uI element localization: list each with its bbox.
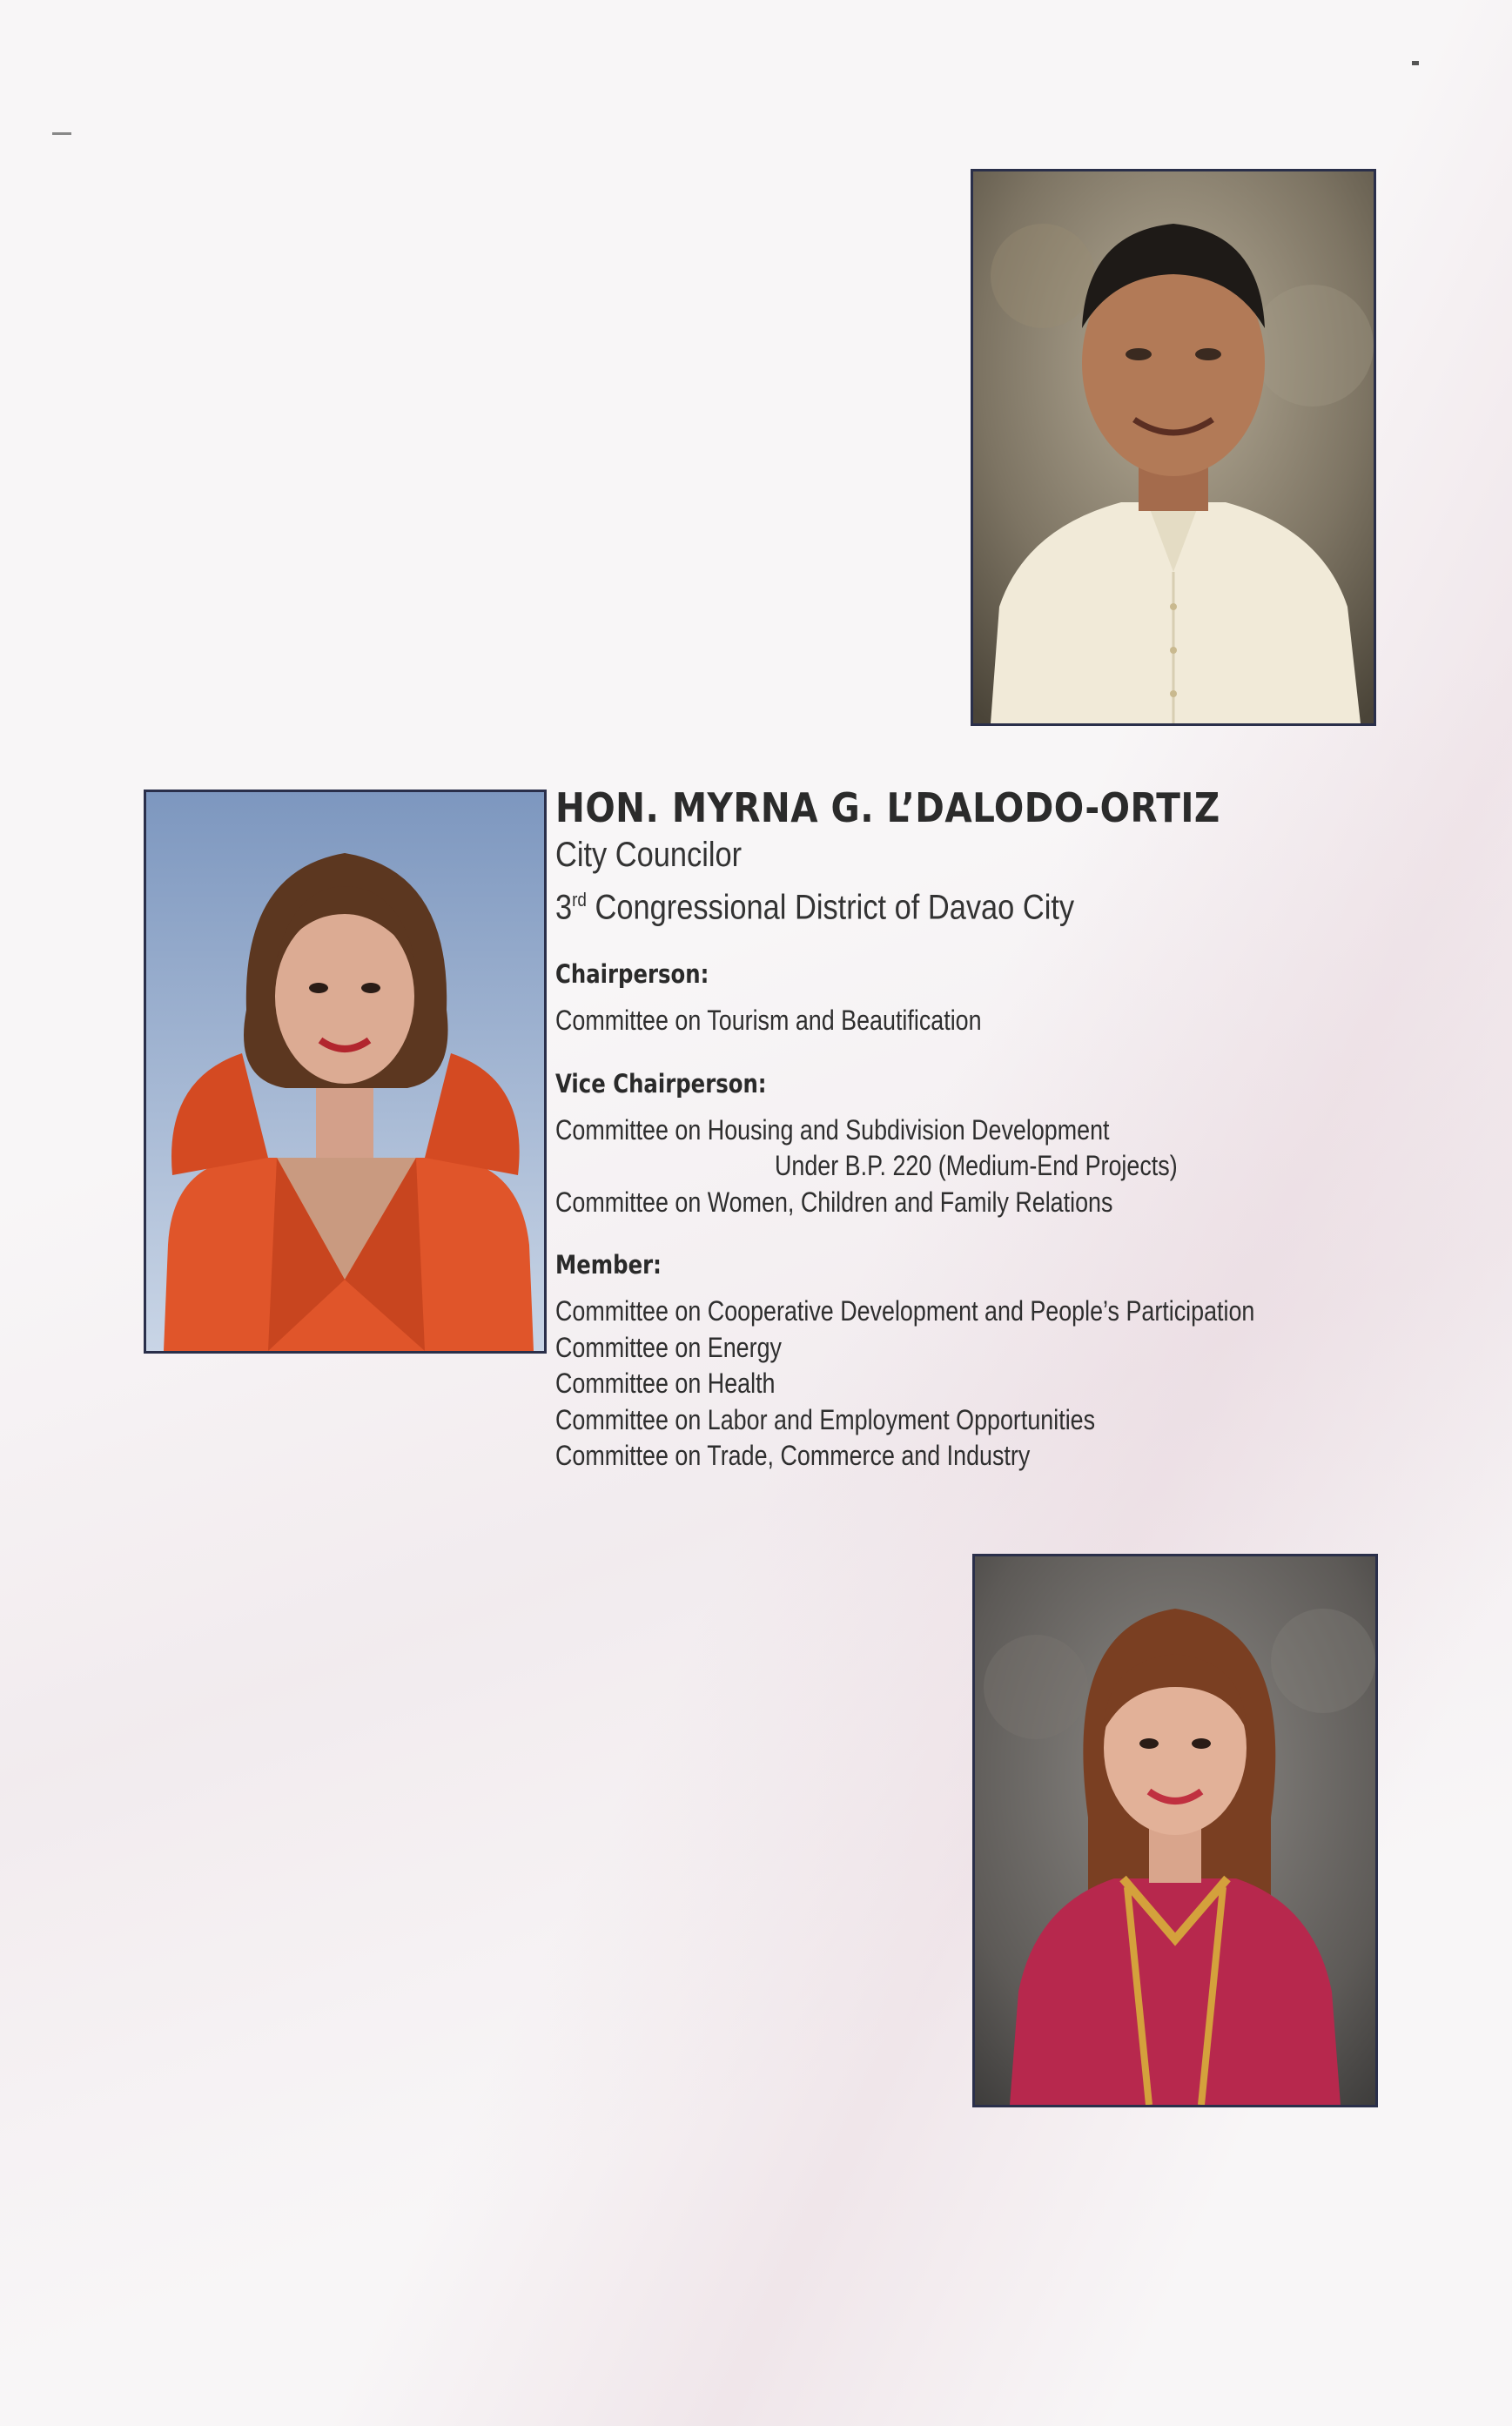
member-committee: Committee on Labor and Employment Opportunities — [555, 1403, 1096, 1435]
vice-chairperson-committee: Committee on Housing and Subdivision Development — [555, 1113, 1110, 1146]
councilor-name: HON. MYRNA G. L’DALODO-ORTIZ — [555, 784, 1220, 831]
councilor-district: 3rd Congressional District of Davao City — [555, 888, 1075, 927]
member-committee: Committee on Health — [555, 1368, 776, 1400]
member-committee: Committee on Energy — [555, 1331, 782, 1363]
chairperson-heading: Chairperson: — [555, 959, 709, 990]
vice-chairperson-committee-note: Under B.P. 220 (Medium-End Projects) — [775, 1150, 1178, 1182]
member-committee: Committee on Trade, Commerce and Industry — [555, 1440, 1031, 1472]
profile-text — [555, 783, 1469, 1475]
member-committee: Committee on Cooperative Development and People’s Participation — [555, 1295, 1255, 1327]
councilor-portrait-photo — [972, 1554, 1378, 2107]
vice-chairperson-heading: Vice Chairperson: — [555, 1068, 767, 1099]
scan-speck — [1412, 61, 1419, 65]
scan-speck — [52, 132, 71, 135]
chairperson-committee: Committee on Tourism and Beautification — [555, 1005, 982, 1037]
councilor-portrait-photo — [971, 169, 1376, 726]
councilor-portrait-photo — [144, 790, 547, 1354]
vice-chairperson-committee: Committee on Women, Children and Family Relations — [555, 1186, 1113, 1218]
member-heading: Member: — [555, 1250, 662, 1280]
councilor-position: City Councilor — [555, 836, 743, 874]
